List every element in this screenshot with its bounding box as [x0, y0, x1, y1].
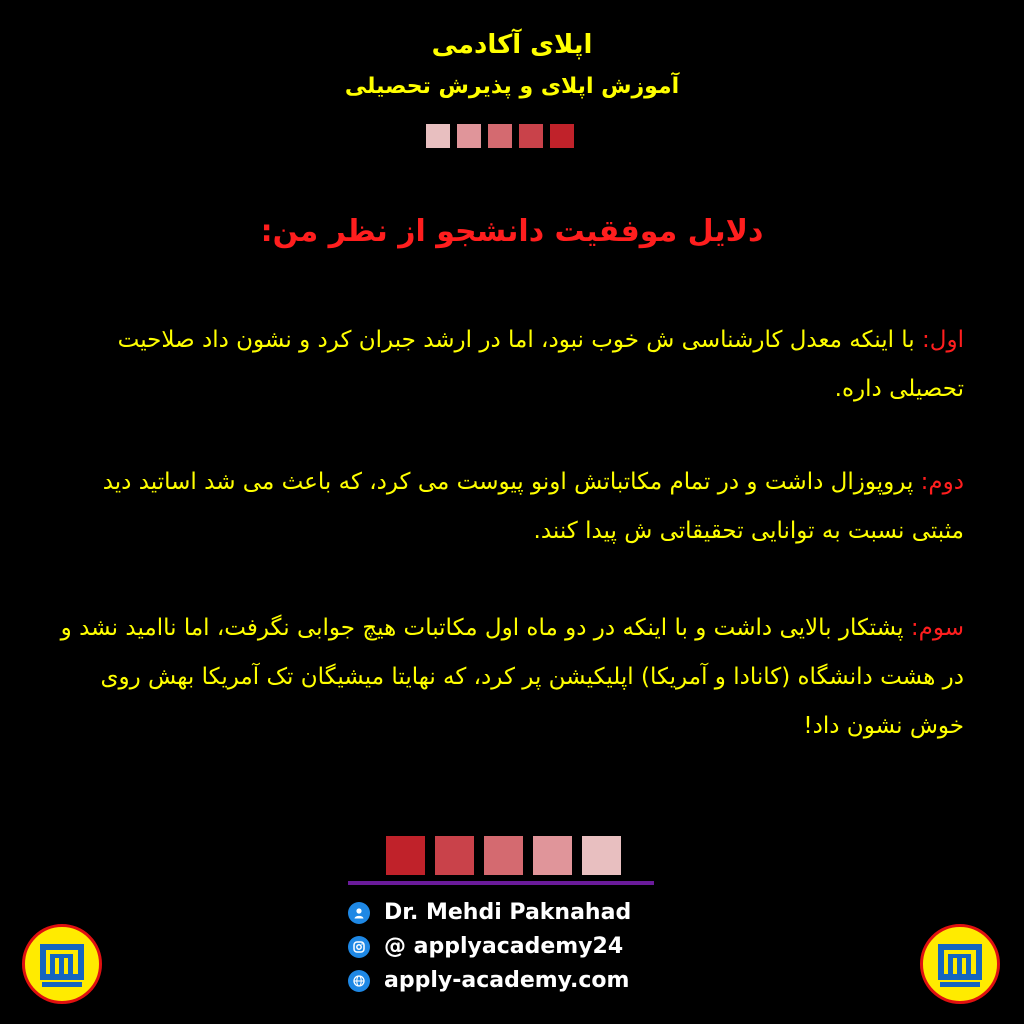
apply-academy-logo	[22, 924, 102, 1004]
swatch	[519, 124, 543, 148]
point-first	[60, 316, 964, 414]
point-label: سوم:	[910, 615, 964, 641]
point-text: پشتکار بالایی داشت و با اینکه در دو ماه اول مکاتبات هیچ جوابی نگرفت، اما ناامید نشد و در هشت دانشگاه (کانادا و آمریکا) اپلیکیشن پر کرد، که نهایتا میشیگان تک آمریکا بهش روی خوش نشون داد!	[60, 615, 964, 739]
color-swatches-bottom	[386, 836, 621, 875]
swatch	[457, 124, 481, 148]
contact-website[interactable]	[348, 968, 629, 993]
color-swatches-top	[426, 124, 574, 148]
page-heading: دلایل موفقیت دانشجو از نظر من:	[260, 214, 764, 249]
swatch	[435, 836, 474, 875]
swatch	[533, 836, 572, 875]
point-text: با اینکه معدل کارشناسی ش خوب نبود، اما در ارشد جبران کرد و نشون داد صلاحیت تحصیلی داره.	[117, 327, 964, 402]
logo-mark	[932, 936, 988, 992]
point-text: پروپوزال داشت و در تمام مکاتباتش اونو پیوست می کرد، که باعث می شد اساتید دید مثبتی نسبت به توانایی تحقیقاتی ش پیدا کنند.	[102, 469, 964, 544]
point-third	[60, 604, 964, 751]
swatch	[386, 836, 425, 875]
contact-instagram[interactable]	[348, 934, 623, 959]
apply-academy-logo	[920, 924, 1000, 1004]
swatch	[484, 836, 523, 875]
point-label: دوم:	[920, 469, 964, 495]
swatch	[426, 124, 450, 148]
logo-mark	[34, 936, 90, 992]
swatch	[550, 124, 574, 148]
divider	[348, 881, 654, 885]
globe-icon	[348, 970, 370, 992]
point-second	[60, 458, 964, 556]
swatch	[488, 124, 512, 148]
user-icon	[348, 902, 370, 924]
contact-name	[348, 900, 631, 925]
contact-website-text[interactable]: apply-academy.com	[384, 968, 630, 993]
brand-subtitle: آموزش اپلای و پذیرش تحصیلی	[344, 74, 680, 99]
contact-name-text: Dr. Mehdi Paknahad	[384, 900, 632, 925]
contact-instagram-text[interactable]: @ applyacademy24	[384, 934, 624, 959]
brand-title: اپلای آکادمی	[431, 30, 593, 60]
swatch	[582, 836, 621, 875]
point-label: اول:	[922, 327, 964, 353]
instagram-icon	[348, 936, 370, 958]
